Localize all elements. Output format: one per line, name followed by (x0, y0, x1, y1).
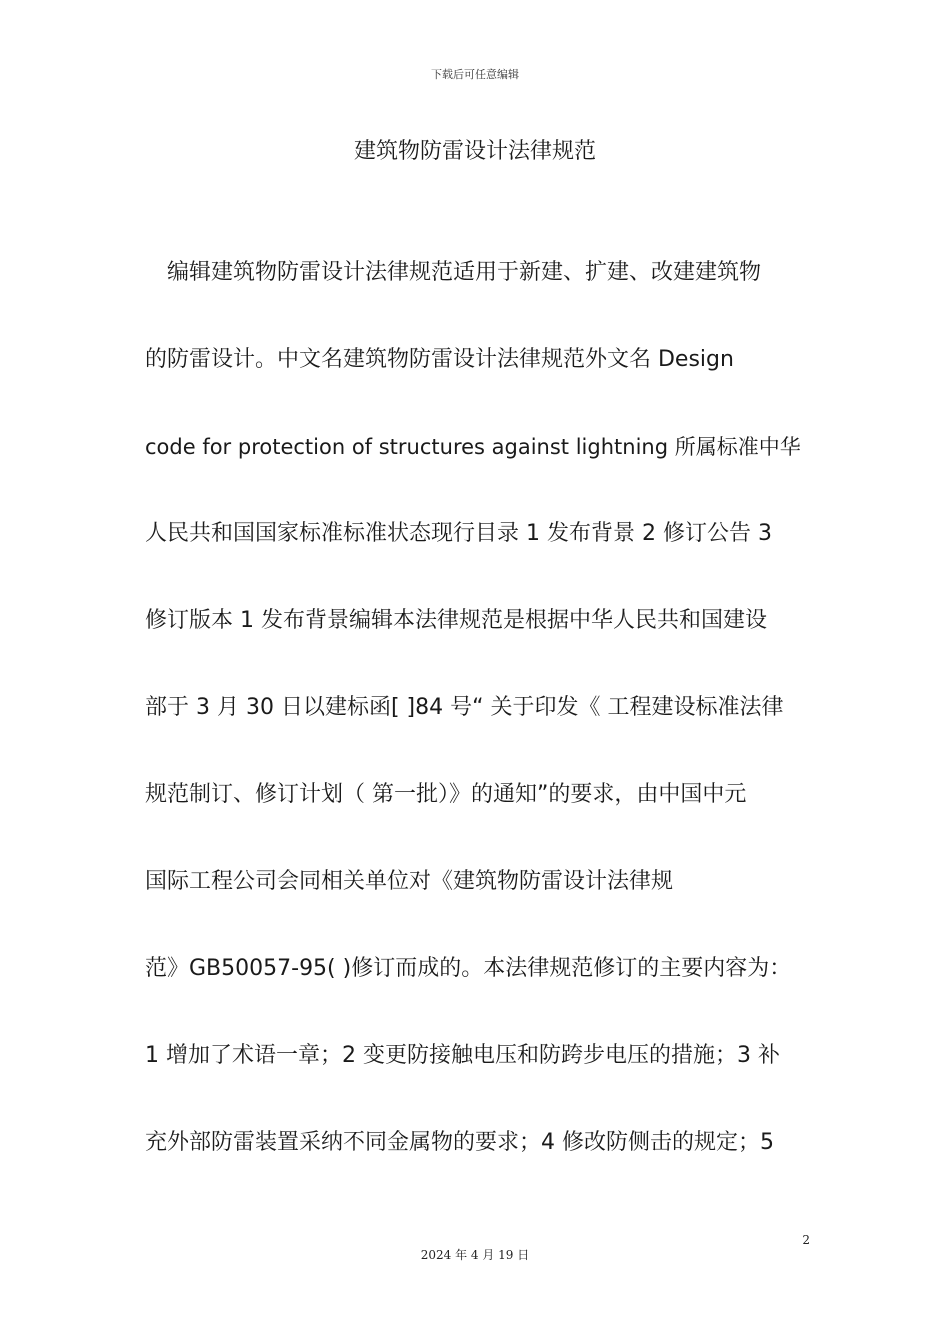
body-line: 部于 3 月 30 日以建标函[ ]84 号“ 关于印发《 工程建设标准法律 (145, 695, 784, 720)
body-line: 的防雷设计。中文名建筑物防雷设计法律规范外文名 Design (145, 347, 734, 372)
page-header: 下载后可任意编辑 (431, 68, 519, 81)
body-line: 1 增加了术语一章；2 变更防接触电压和防跨步电压的措施；3 补 (145, 1043, 780, 1068)
document-title: 建筑物防雷设计法律规范 (353, 139, 596, 164)
body-line: 国际工程公司会同相关单位对《建筑物防雷设计法律规 (145, 869, 674, 894)
page-number: 2 (802, 1233, 810, 1247)
body-line: 编辑建筑物防雷设计法律规范适用于新建、扩建、改建建筑物 (145, 260, 762, 285)
body-line: 人民共和国国家标准标准状态现行目录 1 发布背景 2 修订公告 3 (145, 521, 772, 546)
body-line: 规范制订、修订计划（ 第一批）》的通知”的要求，由中国中元 (145, 782, 747, 807)
body-line: 充外部防雷装置采纳不同金属物的要求；4 修改防侧击的规定；5 (145, 1130, 774, 1155)
body-line: code for protection of structures against lightning 所属标准中华 (145, 435, 801, 459)
body-line: 修订版本 1 发布背景编辑本法律规范是根据中华人民共和国建设 (145, 608, 767, 633)
footer-date: 2024 年 4 月 19 日 (420, 1248, 530, 1262)
body-line: 范》GB50057-95( )修订而成的。本法律规范修订的主要内容为： (145, 956, 792, 981)
